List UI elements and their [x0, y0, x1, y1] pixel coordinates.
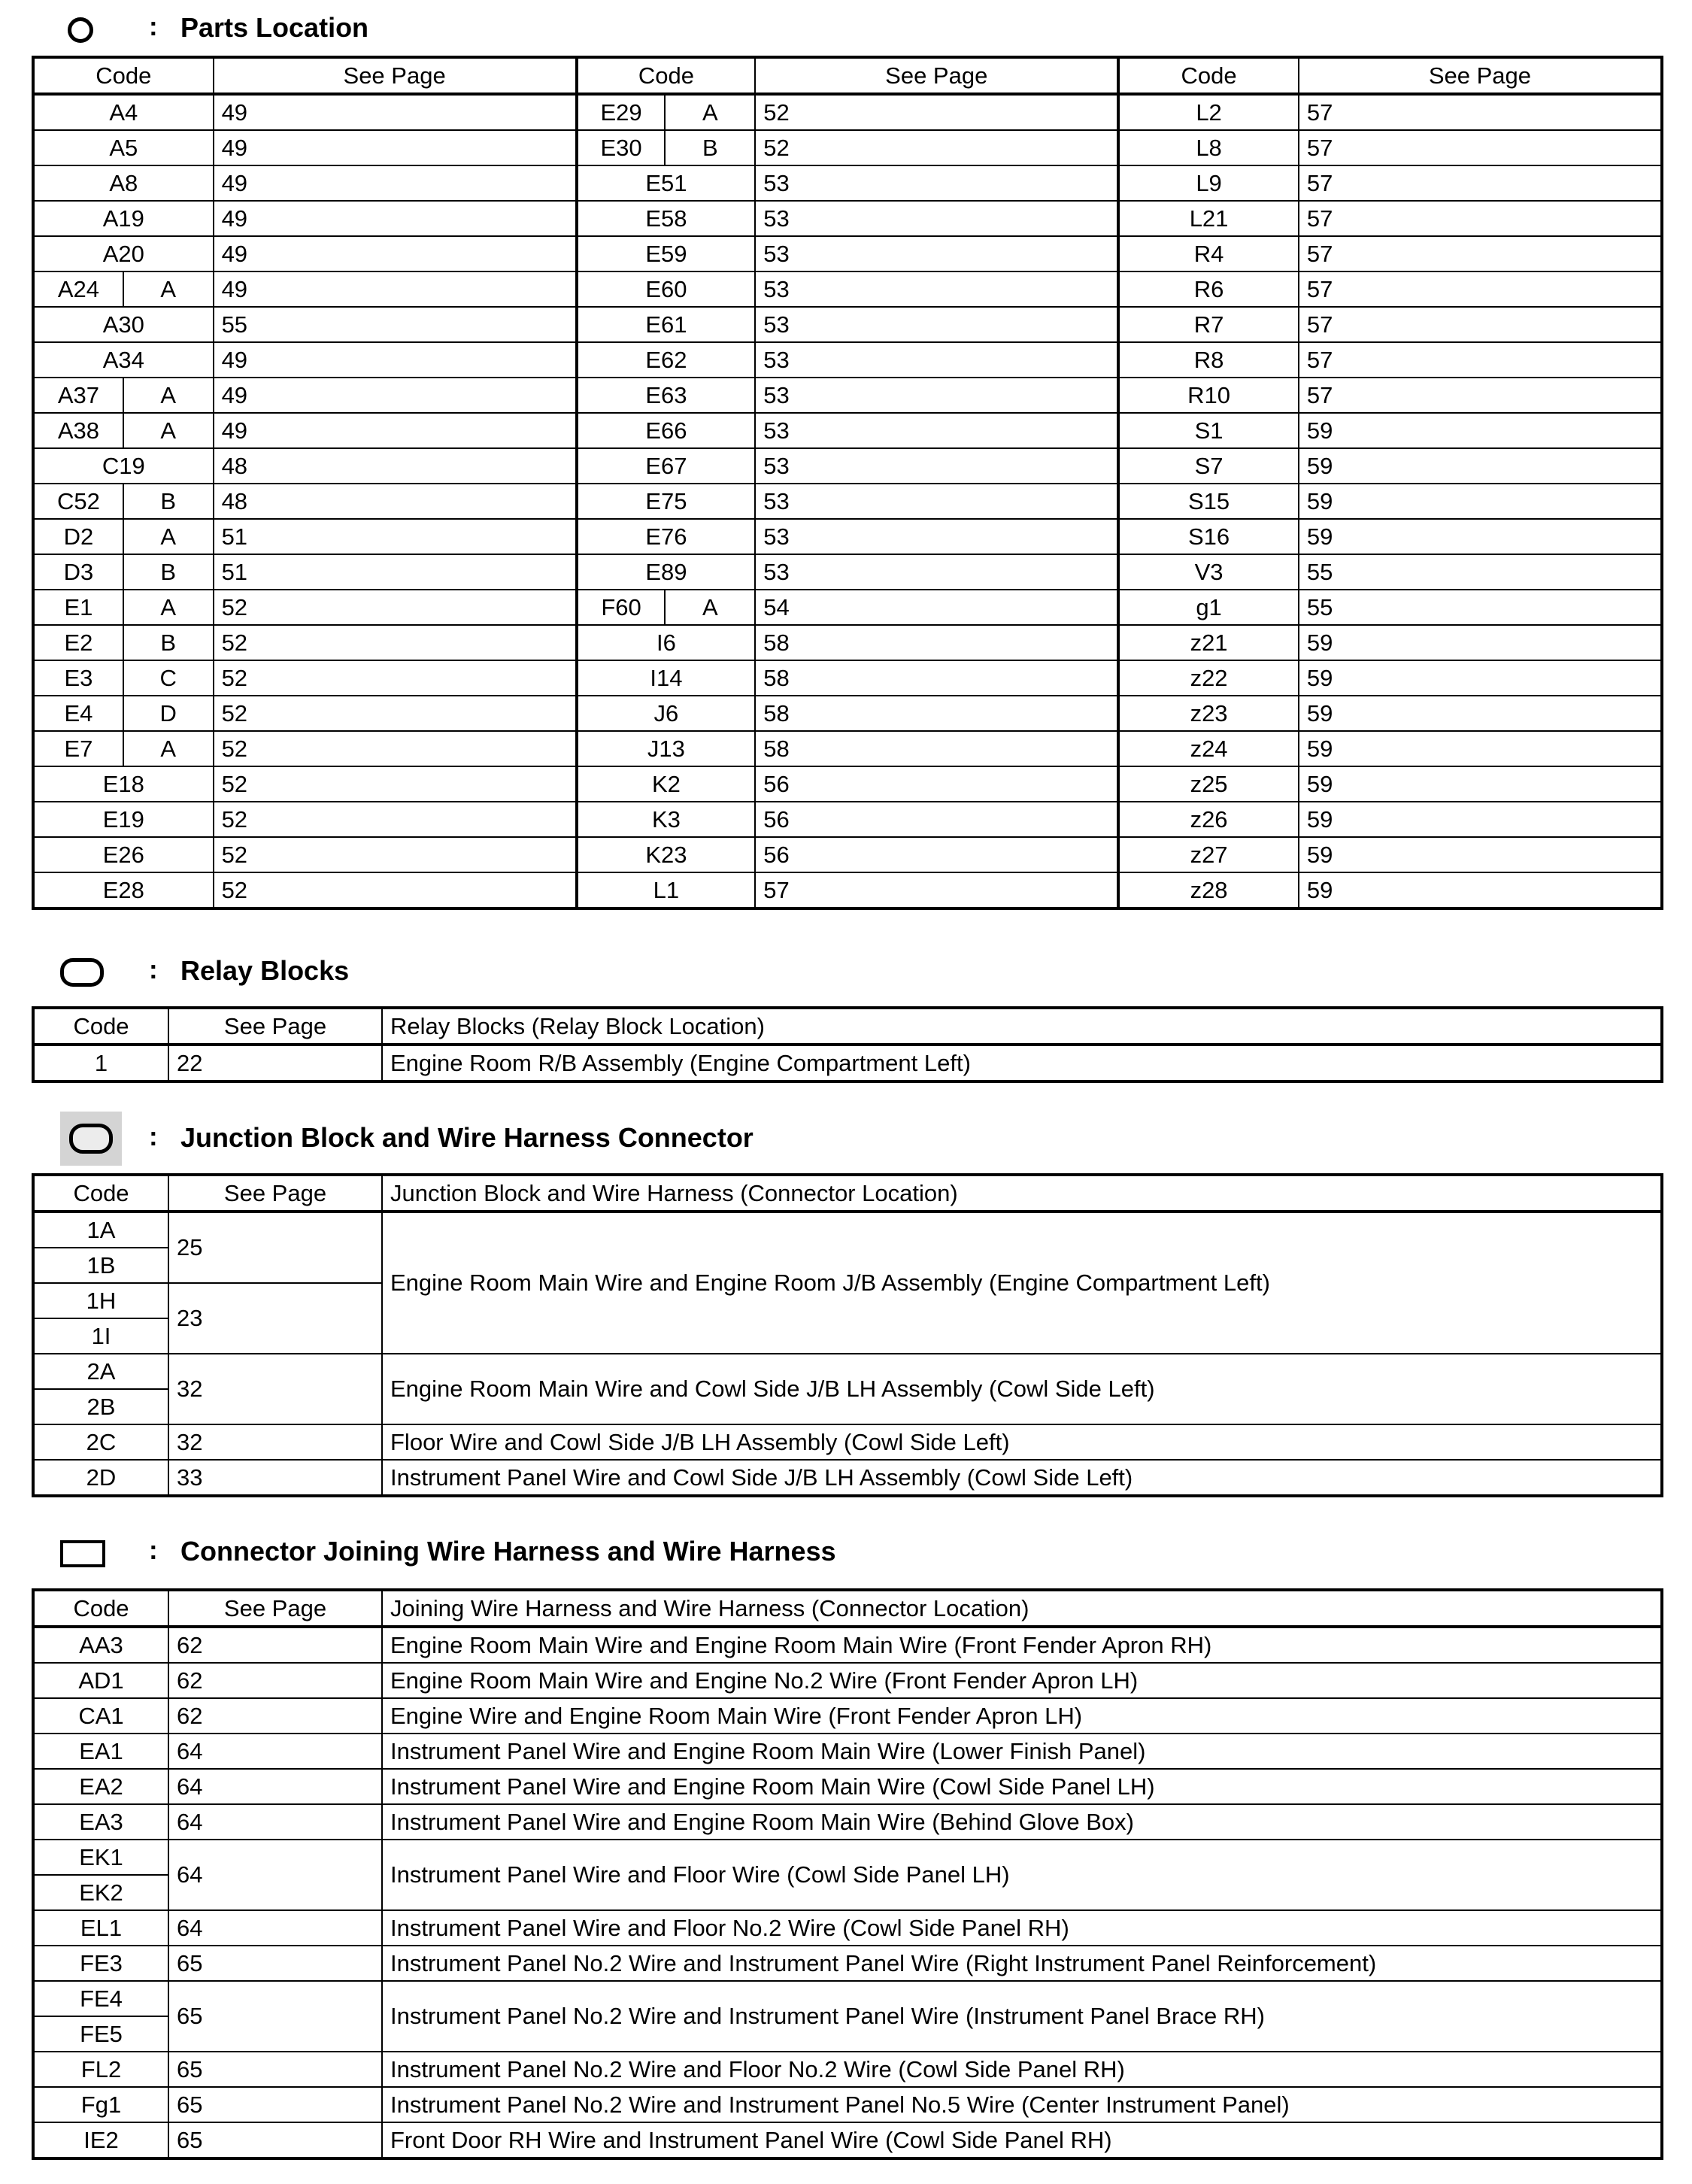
code-cell: I14 [577, 660, 756, 696]
code-cell: E7 [33, 731, 123, 766]
code-cell: FL2 [33, 2052, 168, 2087]
description-cell: Instrument Panel Wire and Engine Room Main Wire (Lower Finish Panel) [382, 1734, 1662, 1769]
page-cell: 49 [214, 413, 577, 448]
page-cell: 51 [214, 519, 577, 554]
page-cell: 52 [214, 731, 577, 766]
code-cell: I6 [577, 625, 756, 660]
page-cell: 52 [214, 872, 577, 908]
table-header-row [33, 1008, 1662, 1045]
code-cell: E29 [577, 94, 666, 130]
connector-variant-cell: A [123, 590, 214, 625]
page-cell: 53 [755, 342, 1118, 378]
page-cell: 49 [214, 201, 577, 236]
code-cell: F60 [577, 590, 666, 625]
code-cell: z25 [1118, 766, 1299, 802]
page-cell: 53 [755, 413, 1118, 448]
code-cell: E3 [33, 660, 123, 696]
code-cell: 2D [33, 1460, 168, 1496]
page-cell: 56 [755, 837, 1118, 872]
page-cell: 58 [755, 696, 1118, 731]
page-cell: 56 [755, 766, 1118, 802]
parts-location-table [32, 56, 1663, 910]
page-cell: 25 [168, 1212, 382, 1283]
column-header-code: Code [33, 1590, 168, 1627]
code-cell: R6 [1118, 271, 1299, 307]
page-cell: 57 [1299, 201, 1662, 236]
code-cell: A5 [33, 130, 214, 165]
page-cell: 57 [1299, 342, 1662, 378]
description-cell: Instrument Panel Wire and Floor Wire (Cowl Side Panel LH) [382, 1840, 1662, 1910]
code-cell: E2 [33, 625, 123, 660]
page-cell: 57 [1299, 378, 1662, 413]
table-row [33, 554, 1662, 590]
table-row [33, 1946, 1662, 1981]
page-cell: 52 [214, 590, 577, 625]
page-cell: 65 [168, 2122, 382, 2158]
code-cell: 2B [33, 1389, 168, 1424]
table-row [33, 1424, 1662, 1460]
page-cell: 52 [755, 94, 1118, 130]
page-cell: 53 [755, 271, 1118, 307]
shaded-rounded-rectangle-icon [69, 1124, 113, 1154]
description-cell: Instrument Panel Wire and Floor No.2 Wire (Cowl Side Panel RH) [382, 1910, 1662, 1946]
connector-variant-cell: B [665, 130, 755, 165]
table-row [33, 519, 1662, 554]
colon: : [149, 12, 158, 41]
table-row [33, 236, 1662, 271]
code-cell: FE3 [33, 1946, 168, 1981]
code-cell: A30 [33, 307, 214, 342]
table-row [33, 625, 1662, 660]
page-cell: 53 [755, 236, 1118, 271]
page-cell: 59 [1299, 448, 1662, 484]
section-title: Connector Joining Wire Harness and Wire Harness [180, 1536, 836, 1567]
description-cell: Instrument Panel No.2 Wire and Instrument Panel No.5 Wire (Center Instrument Panel) [382, 2087, 1662, 2122]
table-row [33, 696, 1662, 731]
code-cell: D2 [33, 519, 123, 554]
parts-location-header [0, 6, 1692, 51]
code-cell: S15 [1118, 484, 1299, 519]
code-cell: E76 [577, 519, 756, 554]
description-cell: Engine Room Main Wire and Engine Room Main Wire (Front Fender Apron RH) [382, 1627, 1662, 1663]
page-cell: 49 [214, 236, 577, 271]
code-cell: IE2 [33, 2122, 168, 2158]
table-row [33, 413, 1662, 448]
code-cell: EL1 [33, 1910, 168, 1946]
table-row [33, 660, 1662, 696]
table-row [33, 1460, 1662, 1496]
connector-variant-cell: A [123, 413, 214, 448]
code-cell: Fg1 [33, 2087, 168, 2122]
code-cell: E4 [33, 696, 123, 731]
page-cell: 48 [214, 484, 577, 519]
page-cell: 52 [214, 766, 577, 802]
code-cell: V3 [1118, 554, 1299, 590]
table-row [33, 448, 1662, 484]
colon: : [149, 1122, 158, 1151]
page-cell: 58 [755, 625, 1118, 660]
code-cell: E67 [577, 448, 756, 484]
page-cell: 59 [1299, 660, 1662, 696]
code-cell: z27 [1118, 837, 1299, 872]
page-cell: 53 [755, 378, 1118, 413]
code-cell: E75 [577, 484, 756, 519]
table-row [33, 731, 1662, 766]
code-cell: E30 [577, 130, 666, 165]
page-cell: 57 [1299, 236, 1662, 271]
column-header-code: Code [33, 1008, 168, 1045]
table-row [33, 1354, 1662, 1389]
table-row [33, 1045, 1662, 1081]
column-header-description: Joining Wire Harness and Wire Harness (Connector Location) [382, 1590, 1662, 1627]
table-row [33, 1663, 1662, 1698]
page-cell: 59 [1299, 802, 1662, 837]
page-cell: 64 [168, 1769, 382, 1804]
page-cell: 59 [1299, 484, 1662, 519]
colon: : [149, 955, 158, 984]
page-cell: 52 [755, 130, 1118, 165]
table-row [33, 2052, 1662, 2087]
code-cell: EK1 [33, 1840, 168, 1875]
page-cell: 33 [168, 1460, 382, 1496]
page-cell: 57 [1299, 130, 1662, 165]
page-cell: 65 [168, 2087, 382, 2122]
code-cell: E58 [577, 201, 756, 236]
connector-variant-cell: B [123, 554, 214, 590]
page-cell: 59 [1299, 731, 1662, 766]
page-cell: 53 [755, 519, 1118, 554]
page-cell: 53 [755, 554, 1118, 590]
page-cell: 57 [1299, 94, 1662, 130]
page-cell: 59 [1299, 766, 1662, 802]
code-cell: S7 [1118, 448, 1299, 484]
page-cell: 62 [168, 1663, 382, 1698]
code-cell: A19 [33, 201, 214, 236]
square-icon [60, 1540, 105, 1567]
section-title: Relay Blocks [180, 955, 350, 986]
code-cell: E60 [577, 271, 756, 307]
page-cell: 52 [214, 625, 577, 660]
page-cell: 59 [1299, 625, 1662, 660]
code-cell: z26 [1118, 802, 1299, 837]
code-cell: g1 [1118, 590, 1299, 625]
page-cell: 55 [214, 307, 577, 342]
page-cell: 23 [168, 1283, 382, 1354]
page-cell: 52 [214, 696, 577, 731]
circle-icon [68, 17, 93, 43]
table-row [33, 342, 1662, 378]
connector-variant-cell: A [123, 519, 214, 554]
code-cell: 1H [33, 1283, 168, 1318]
table-row [33, 130, 1662, 165]
description-cell: Engine Wire and Engine Room Main Wire (Front Fender Apron LH) [382, 1698, 1662, 1734]
code-cell: 1A [33, 1212, 168, 1248]
column-header-code: Code [33, 57, 214, 94]
table-row [33, 837, 1662, 872]
column-header-see-page: See Page [168, 1175, 382, 1212]
code-cell: J13 [577, 731, 756, 766]
colon: : [149, 1536, 158, 1565]
code-cell: L21 [1118, 201, 1299, 236]
code-cell: E1 [33, 590, 123, 625]
table-header-row [33, 1175, 1662, 1212]
code-cell: S1 [1118, 413, 1299, 448]
page-cell: 49 [214, 94, 577, 130]
section-title: Parts Location [180, 12, 369, 43]
description-cell: Instrument Panel Wire and Engine Room Main Wire (Behind Glove Box) [382, 1804, 1662, 1840]
page-cell: 53 [755, 307, 1118, 342]
connector-variant-cell: C [123, 660, 214, 696]
code-cell: E28 [33, 872, 214, 908]
page-cell: 49 [214, 378, 577, 413]
code-cell: R7 [1118, 307, 1299, 342]
table-header-row [33, 57, 1662, 94]
page-cell: 32 [168, 1354, 382, 1424]
description-cell: Instrument Panel Wire and Engine Room Main Wire (Cowl Side Panel LH) [382, 1769, 1662, 1804]
code-cell: FE5 [33, 2016, 168, 2052]
table-row [33, 378, 1662, 413]
code-cell: A24 [33, 271, 123, 307]
page-cell: 59 [1299, 872, 1662, 908]
page-cell: 58 [755, 660, 1118, 696]
code-cell: A37 [33, 378, 123, 413]
description-cell: Front Door RH Wire and Instrument Panel Wire (Cowl Side Panel RH) [382, 2122, 1662, 2158]
description-cell: Floor Wire and Cowl Side J/B LH Assembly (Cowl Side Left) [382, 1424, 1662, 1460]
connector-variant-cell: A [123, 271, 214, 307]
table-row [33, 1840, 1662, 1875]
page-cell: 62 [168, 1627, 382, 1663]
page-cell: 55 [1299, 590, 1662, 625]
column-header-see-page: See Page [168, 1008, 382, 1045]
page-cell: 59 [1299, 837, 1662, 872]
table-row [33, 201, 1662, 236]
description-cell: Instrument Panel Wire and Cowl Side J/B LH Assembly (Cowl Side Left) [382, 1460, 1662, 1496]
code-cell: E89 [577, 554, 756, 590]
code-cell: EA2 [33, 1769, 168, 1804]
column-header-code: Code [1118, 57, 1299, 94]
table-row [33, 2087, 1662, 2122]
page-cell: 62 [168, 1698, 382, 1734]
code-cell: E61 [577, 307, 756, 342]
code-cell: C19 [33, 448, 214, 484]
code-cell: J6 [577, 696, 756, 731]
relay-blocks-header [0, 949, 1692, 994]
page-cell: 57 [1299, 165, 1662, 201]
code-cell: A8 [33, 165, 214, 201]
code-cell: L8 [1118, 130, 1299, 165]
page-cell: 59 [1299, 696, 1662, 731]
code-cell: z23 [1118, 696, 1299, 731]
rounded-rectangle-icon [60, 958, 104, 987]
page-cell: 58 [755, 731, 1118, 766]
page-cell: 56 [755, 802, 1118, 837]
page-cell: 64 [168, 1840, 382, 1910]
page-cell: 59 [1299, 519, 1662, 554]
page-cell: 65 [168, 2052, 382, 2087]
page-cell: 57 [1299, 271, 1662, 307]
code-cell: R10 [1118, 378, 1299, 413]
code-cell: A38 [33, 413, 123, 448]
connector-variant-cell: B [123, 625, 214, 660]
code-cell: 1I [33, 1318, 168, 1354]
code-cell: S16 [1118, 519, 1299, 554]
table-row [33, 307, 1662, 342]
connector-variant-cell: A [123, 731, 214, 766]
column-header-see-page: See Page [168, 1590, 382, 1627]
section-title: Junction Block and Wire Harness Connector [180, 1122, 754, 1153]
description-cell: Engine Room Main Wire and Engine Room J/B Assembly (Engine Compartment Left) [382, 1212, 1662, 1354]
table-row [33, 271, 1662, 307]
code-cell: EA1 [33, 1734, 168, 1769]
table-header-row [33, 1590, 1662, 1627]
page-cell: 52 [214, 660, 577, 696]
page-cell: 49 [214, 130, 577, 165]
table-row [33, 1769, 1662, 1804]
code-cell: K23 [577, 837, 756, 872]
connector-variant-cell: A [123, 378, 214, 413]
code-cell: 1B [33, 1248, 168, 1283]
page-cell: 49 [214, 342, 577, 378]
code-cell: E66 [577, 413, 756, 448]
code-cell: AD1 [33, 1663, 168, 1698]
column-header-see-page: See Page [1299, 57, 1662, 94]
code-cell: E18 [33, 766, 214, 802]
code-cell: EK2 [33, 1875, 168, 1910]
code-cell: L1 [577, 872, 756, 908]
table-row [33, 94, 1662, 130]
page-cell: 59 [1299, 413, 1662, 448]
page-cell: 64 [168, 1804, 382, 1840]
code-cell: E63 [577, 378, 756, 413]
relay-blocks-table [32, 1006, 1663, 1083]
code-cell: A34 [33, 342, 214, 378]
page-cell: 32 [168, 1424, 382, 1460]
table-row [33, 1627, 1662, 1663]
connector-joining-header [0, 1530, 1692, 1575]
page-cell: 51 [214, 554, 577, 590]
table-row [33, 802, 1662, 837]
column-header-code: Code [33, 1175, 168, 1212]
description-cell: Instrument Panel No.2 Wire and Floor No.2 Wire (Cowl Side Panel RH) [382, 2052, 1662, 2087]
code-cell: z28 [1118, 872, 1299, 908]
code-cell: L9 [1118, 165, 1299, 201]
column-header-code: Code [577, 57, 756, 94]
code-cell: C52 [33, 484, 123, 519]
code-cell: A4 [33, 94, 214, 130]
junction-block-table [32, 1173, 1663, 1497]
code-cell: CA1 [33, 1698, 168, 1734]
page-cell: 65 [168, 1981, 382, 2052]
connector-joining-table [32, 1588, 1663, 2160]
table-row [33, 2122, 1662, 2158]
table-row [33, 1910, 1662, 1946]
code-cell: z22 [1118, 660, 1299, 696]
column-header-description: Relay Blocks (Relay Block Location) [382, 1008, 1662, 1045]
connector-variant-cell: A [665, 590, 755, 625]
page-cell: 53 [755, 448, 1118, 484]
description-cell: Instrument Panel No.2 Wire and Instrument Panel Wire (Right Instrument Panel Reinforcement) [382, 1946, 1662, 1981]
page-cell: 53 [755, 201, 1118, 236]
code-cell: R4 [1118, 236, 1299, 271]
code-cell: K2 [577, 766, 756, 802]
connector-variant-cell: B [123, 484, 214, 519]
code-cell: E26 [33, 837, 214, 872]
code-cell: E62 [577, 342, 756, 378]
page-cell: 52 [214, 802, 577, 837]
page-cell: 48 [214, 448, 577, 484]
code-cell: 2A [33, 1354, 168, 1389]
column-header-see-page: See Page [755, 57, 1118, 94]
table-row [33, 766, 1662, 802]
table-row [33, 1212, 1662, 1248]
code-cell: L2 [1118, 94, 1299, 130]
code-cell: AA3 [33, 1627, 168, 1663]
table-row [33, 872, 1662, 908]
table-row [33, 1734, 1662, 1769]
code-cell: D3 [33, 554, 123, 590]
page-cell: 52 [214, 837, 577, 872]
code-cell: 1 [33, 1045, 168, 1081]
connector-variant-cell: A [665, 94, 755, 130]
page-cell: 64 [168, 1910, 382, 1946]
code-cell: A20 [33, 236, 214, 271]
page-cell: 53 [755, 484, 1118, 519]
table-row [33, 1804, 1662, 1840]
description-cell: Engine Room Main Wire and Cowl Side J/B LH Assembly (Cowl Side Left) [382, 1354, 1662, 1424]
code-cell: K3 [577, 802, 756, 837]
column-header-description: Junction Block and Wire Harness (Connector Location) [382, 1175, 1662, 1212]
code-cell: E59 [577, 236, 756, 271]
page-cell: 65 [168, 1946, 382, 1981]
table-row [33, 1698, 1662, 1734]
page-cell: 55 [1299, 554, 1662, 590]
page-cell: 22 [168, 1045, 382, 1081]
connector-variant-cell: D [123, 696, 214, 731]
description-cell: Instrument Panel No.2 Wire and Instrument Panel Wire (Instrument Panel Brace RH) [382, 1981, 1662, 2052]
code-cell: EA3 [33, 1804, 168, 1840]
code-cell: E19 [33, 802, 214, 837]
code-cell: E51 [577, 165, 756, 201]
page-cell: 53 [755, 165, 1118, 201]
code-cell: 2C [33, 1424, 168, 1460]
column-header-see-page: See Page [214, 57, 577, 94]
code-cell: z21 [1118, 625, 1299, 660]
code-cell: FE4 [33, 1981, 168, 2016]
code-cell: z24 [1118, 731, 1299, 766]
page-cell: 49 [214, 165, 577, 201]
table-row [33, 165, 1662, 201]
code-cell: R8 [1118, 342, 1299, 378]
page-cell: 54 [755, 590, 1118, 625]
description-cell: Engine Room R/B Assembly (Engine Compartment Left) [382, 1045, 1662, 1081]
table-row [33, 484, 1662, 519]
junction-block-header [0, 1112, 1692, 1157]
table-row [33, 590, 1662, 625]
page-cell: 57 [1299, 307, 1662, 342]
page-cell: 49 [214, 271, 577, 307]
description-cell: Engine Room Main Wire and Engine No.2 Wire (Front Fender Apron LH) [382, 1663, 1662, 1698]
page-cell: 57 [755, 872, 1118, 908]
page-cell: 64 [168, 1734, 382, 1769]
table-row [33, 1981, 1662, 2016]
